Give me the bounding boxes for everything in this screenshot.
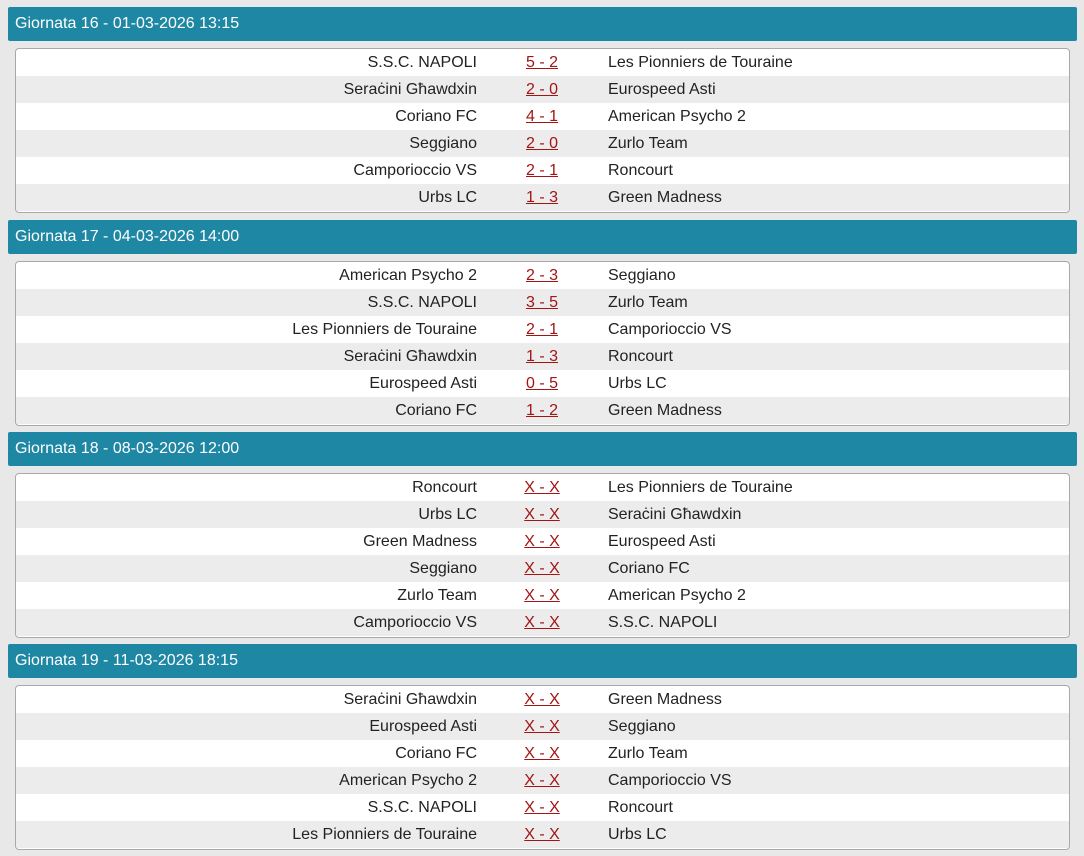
away-team: Zurlo Team (608, 135, 688, 152)
score-link[interactable]: X - X (524, 479, 560, 496)
home-team: S.S.C. NAPOLI (367, 54, 477, 71)
match-row (16, 794, 1069, 821)
score-link[interactable]: 3 - 5 (525, 294, 558, 311)
away-team: Roncourt (608, 162, 673, 179)
score-link[interactable]: X - X (524, 826, 560, 843)
match-list (15, 473, 1070, 638)
round-giornata-16 (8, 7, 1077, 206)
match-row (16, 130, 1069, 157)
away-team: Coriano FC (608, 560, 690, 577)
away-team: Roncourt (608, 799, 673, 816)
home-team: Roncourt (412, 479, 477, 496)
away-team: American Psycho 2 (608, 108, 746, 125)
match-row (16, 316, 1069, 343)
home-team: Seraċini Għawdxin (343, 691, 477, 708)
score-link[interactable]: 2 - 1 (525, 162, 558, 179)
away-team: Camporioccio VS (608, 321, 732, 338)
home-team: Eurospeed Asti (369, 375, 477, 392)
match-row (16, 713, 1069, 740)
away-team: Seraċini Għawdxin (608, 506, 742, 523)
score-link[interactable]: 1 - 3 (525, 348, 558, 365)
score-link[interactable]: 2 - 0 (525, 135, 558, 152)
home-team: Les Pionniers de Touraine (292, 826, 477, 843)
home-team: Seraċini Għawdxin (343, 81, 477, 98)
round-header: Giornata 16 - 01-03-2026 13:15 (8, 7, 1077, 41)
match-row (16, 501, 1069, 528)
away-team: Les Pionniers de Touraine (608, 54, 793, 71)
home-team: Urbs LC (418, 189, 477, 206)
home-team: Urbs LC (418, 506, 477, 523)
away-team: Urbs LC (608, 826, 667, 843)
match-row (16, 767, 1069, 794)
score-link[interactable]: X - X (524, 772, 560, 789)
home-team: S.S.C. NAPOLI (367, 799, 477, 816)
match-row (16, 821, 1069, 848)
round-header: Giornata 19 - 11-03-2026 18:15 (8, 644, 1077, 678)
match-row (16, 343, 1069, 370)
match-row (16, 609, 1069, 636)
away-team: Green Madness (608, 691, 722, 708)
score-link[interactable]: X - X (524, 799, 560, 816)
score-link[interactable]: 5 - 2 (525, 54, 558, 71)
home-team: Les Pionniers de Touraine (292, 321, 477, 338)
round-header: Giornata 17 - 04-03-2026 14:00 (8, 220, 1077, 254)
away-team: S.S.C. NAPOLI (608, 614, 718, 631)
away-team: Roncourt (608, 348, 673, 365)
home-team: Seggiano (409, 135, 477, 152)
home-team: Camporioccio VS (353, 162, 477, 179)
score-link[interactable]: X - X (524, 718, 560, 735)
match-row (16, 157, 1069, 184)
away-team: Seggiano (608, 718, 676, 735)
score-link[interactable]: 0 - 5 (525, 375, 558, 392)
score-link[interactable]: 2 - 0 (525, 81, 558, 98)
match-list (15, 48, 1070, 213)
match-row (16, 289, 1069, 316)
away-team: Les Pionniers de Touraine (608, 479, 793, 496)
away-team: Seggiano (608, 267, 676, 284)
round-giornata-19 (8, 644, 1077, 843)
home-team: Green Madness (363, 533, 477, 550)
home-team: Seggiano (409, 560, 477, 577)
home-team: S.S.C. NAPOLI (367, 294, 477, 311)
match-row (16, 397, 1069, 424)
away-team: Green Madness (608, 402, 722, 419)
score-link[interactable]: X - X (524, 691, 560, 708)
home-team: Seraċini Għawdxin (343, 348, 477, 365)
score-link[interactable]: X - X (524, 506, 560, 523)
match-row (16, 740, 1069, 767)
match-row (16, 103, 1069, 130)
round-header: Giornata 18 - 08-03-2026 12:00 (8, 432, 1077, 466)
score-link[interactable]: X - X (524, 745, 560, 762)
score-link[interactable]: 1 - 2 (525, 402, 558, 419)
home-team: Camporioccio VS (353, 614, 477, 631)
match-row (16, 686, 1069, 713)
home-team: Coriano FC (395, 108, 477, 125)
score-link[interactable]: 2 - 1 (525, 321, 558, 338)
score-link[interactable]: X - X (524, 614, 560, 631)
away-team: Green Madness (608, 189, 722, 206)
match-row (16, 582, 1069, 609)
home-team: Zurlo Team (397, 587, 477, 604)
home-team: Coriano FC (395, 745, 477, 762)
away-team: Zurlo Team (608, 294, 688, 311)
away-team: Camporioccio VS (608, 772, 732, 789)
match-list (15, 685, 1070, 850)
away-team: Eurospeed Asti (608, 81, 716, 98)
away-team: American Psycho 2 (608, 587, 746, 604)
home-team: American Psycho 2 (339, 772, 477, 789)
match-row (16, 370, 1069, 397)
score-link[interactable]: X - X (524, 560, 560, 577)
score-link[interactable]: 1 - 3 (525, 189, 558, 206)
match-row (16, 184, 1069, 211)
match-list (15, 261, 1070, 426)
match-row (16, 555, 1069, 582)
home-team: American Psycho 2 (339, 267, 477, 284)
score-link[interactable]: 2 - 3 (525, 267, 558, 284)
away-team: Urbs LC (608, 375, 667, 392)
score-link[interactable]: 4 - 1 (525, 108, 558, 125)
match-row (16, 474, 1069, 501)
score-link[interactable]: X - X (524, 533, 560, 550)
round-giornata-17 (8, 220, 1077, 419)
score-link[interactable]: X - X (524, 587, 560, 604)
home-team: Coriano FC (395, 402, 477, 419)
match-row (16, 528, 1069, 555)
home-team: Eurospeed Asti (369, 718, 477, 735)
match-row (16, 262, 1069, 289)
round-giornata-18 (8, 432, 1077, 631)
away-team: Zurlo Team (608, 745, 688, 762)
away-team: Eurospeed Asti (608, 533, 716, 550)
match-row (16, 76, 1069, 103)
match-row (16, 49, 1069, 76)
